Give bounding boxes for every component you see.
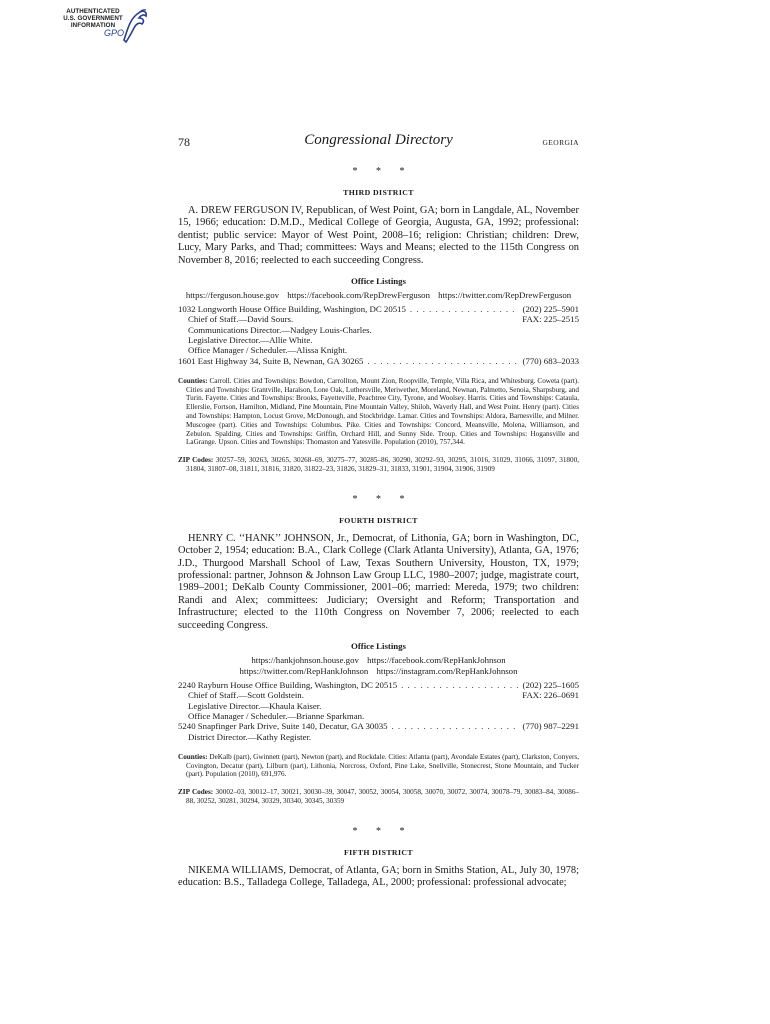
zip-text: 30257–59, 30263, 30265, 30268–69, 30275–77, 30285–86, 30290, 30292–93, 30295, 31016, 31029, 31066, 31097, 31800, 31804, 31807–08, 31811, 31816, 31820, 31822–23, 31826, 31829–31, 31833, 31901, 31904, 31906, 31909 — [186, 456, 580, 473]
staff-entry: Office Manager / Scheduler.—Brianne Sparkman. — [188, 710, 365, 721]
website-link[interactable]: https://hankjohnson.house.gov — [251, 655, 359, 666]
counties-text: Carroll. Cities and Townships: Bowdon, Carrollton, Mount Zion, Roopville, Temple, Villa Rica, and Whitesburg. Coweta (part). Cities and Townships: Grantville, Haralson, Lone Oak, Luthersville, Meriwether, Moreland, Newnan, Palmetto, Senoia, Sharpsburg, and Turin. Fayette. Cities and Townships: Brooks, Fayetteville, Peachtree City, Tyrone, and Woolsey. Harris. Cities and Townships: Cataula, Ellerslie, Fortson, Hamilton, Midland, Pine Mountain, Pine Mountain Valley, Shiloh, Waverly Hall, and West Point. Henry (part). Cities and Townships: Hampton, Locust Grove, McDonough, and Stockbridge. Lamar. Cities and Townships: Aldora, Barnesville, and Milner. Muscogee (part). Cities and Townships: Columbus. Pike. Cities and Townships: Concord, Meansville, Molena, Williamson, and Zebulon. Spalding. Cities and Townships: Griffin, Orchard Hill, and Sunny Side. Troup. Cities and Townships: Hogansville and LaGrange. Upson. Cities and Townships: Thomaston and Yatesville. Population (2010), 757,344. — [186, 376, 579, 447]
staff-line — [178, 701, 579, 711]
district-heading: THIRD DISTRICT — [343, 188, 414, 197]
office-phone: (202) 225–5901 — [522, 304, 579, 315]
twitter-link[interactable]: https://twitter.com/RepDrewFerguson — [438, 290, 572, 301]
leader-dots — [401, 680, 518, 690]
office-fax: FAX: 225–2515 — [522, 314, 579, 325]
gpo-authentication-badge — [60, 6, 150, 50]
directory-page — [178, 132, 579, 890]
staff-line — [178, 690, 579, 700]
staff-line — [178, 732, 579, 742]
staff-line — [178, 325, 579, 335]
badge-text — [60, 8, 126, 29]
office-listings-heading: Office Listings — [351, 641, 406, 652]
facebook-link[interactable]: https://facebook.com/RepHankJohnson — [367, 655, 506, 666]
badge-line: INFORMATION — [70, 22, 116, 29]
section-separator: * * * — [352, 825, 413, 837]
office-list — [178, 304, 579, 366]
staff-line — [178, 314, 579, 324]
page-number: 78 — [178, 135, 190, 149]
counties-paragraph — [178, 753, 579, 779]
staff-entry: District Director.—Kathy Register. — [188, 731, 312, 742]
staff-line — [178, 345, 579, 355]
instagram-link[interactable]: https://instagram.com/RepHankJohnson — [376, 666, 518, 677]
zip-paragraph — [178, 788, 579, 806]
office-row — [178, 304, 579, 314]
office-phone: (770) 683–2033 — [522, 355, 579, 366]
zip-text: 30002–03, 30012–17, 30021, 30030–39, 30047, 30052, 30054, 30058, 30070, 30072, 30074, 30078–79, 30083–84, 30086–88, 30252, 30281, 30294, 30329, 30340, 30345, 30359 — [186, 788, 580, 805]
staff-entry: Chief of Staff.—David Sours. — [188, 314, 294, 325]
website-link[interactable]: https://ferguson.house.gov — [185, 290, 279, 301]
zip-label: ZIP Codes: — [178, 788, 214, 797]
state-label: GEORGIA — [542, 138, 579, 147]
counties-label: Counties: — [178, 752, 208, 761]
zip-label: ZIP Codes: — [178, 456, 214, 465]
office-row — [178, 721, 579, 731]
page-title: Congressional Directory — [304, 132, 453, 148]
staff-entry: Chief of Staff.—Scott Goldstein. — [188, 690, 304, 701]
staff-entry: Legislative Director.—Khaula Kaiser. — [188, 700, 322, 711]
leader-dots — [410, 304, 519, 314]
page-header — [178, 132, 579, 152]
counties-label: Counties: — [178, 376, 208, 385]
zip-paragraph — [178, 456, 579, 474]
district-heading: FIFTH DISTRICT — [343, 847, 414, 857]
web-links — [178, 290, 579, 301]
badge-line: AUTHENTICATED — [66, 8, 120, 15]
badge-line: U.S. GOVERNMENT — [63, 15, 123, 22]
gpo-label: GPO — [104, 28, 125, 38]
staff-entry: Legislative Director.—Allie White. — [188, 334, 313, 345]
section-separator: * * * — [352, 166, 413, 177]
eagle-icon — [120, 6, 150, 46]
office-address: 5240 Snapfinger Park Drive, Suite 140, Decatur, GA 30035 — [178, 721, 388, 732]
staff-entry: Office Manager / Scheduler.—Alissa Knight. — [188, 345, 348, 356]
twitter-link[interactable]: https://twitter.com/RepHankJohnson — [239, 666, 369, 677]
office-phone: (202) 225–1605 — [522, 680, 579, 691]
member-bio: HENRY C. ‘‘HANK’’ JOHNSON, Jr., Democrat, of Lithonia, GA; born in Washington, DC, October 2, 1954; education: B.A., Clark College (Clark Atlanta University), Atlanta, GA, 1976; J.D., Thurgood Marshall School of Law, Texas Southern University, Houston, TX, 1979; professional: partner, Johnson & Johnson Law Group LLC, 1980–2007; judge, magistrate court, 1989–2001; DeKalb County Commissioner, 2001–06; married: Mereda, 1979; two children: Randi and Alex; committees: Judiciary; Oversight and Reform; Transportation and Infrastructure; elected to the 110th Congress on November 7, 2006; reelected to each succeeding Congress. — [178, 532, 579, 631]
web-links — [178, 655, 579, 677]
leader-dots — [367, 356, 518, 366]
office-fax: FAX: 226–0691 — [522, 690, 579, 701]
leader-dots — [392, 721, 519, 731]
office-address: 1032 Longworth House Office Building, Washington, DC 20515 — [178, 304, 406, 315]
facebook-link[interactable]: https://facebook.com/RepDrewFerguson — [287, 290, 430, 301]
office-list — [178, 680, 579, 742]
counties-paragraph — [178, 377, 579, 447]
staff-line — [178, 335, 579, 345]
member-bio: NIKEMA WILLIAMS, Democrat, of Atlanta, GA; born in Smiths Station, AL, July 30, 1978; education: B.S., Talladega College, Talladega, AL, 2000; professional: professional advocate; — [178, 864, 579, 889]
counties-text: DeKalb (part), Gwinnett (part), Newton (part), and Rockdale. Cities: Atlanta (part), Avondale Estates (part), Clarkston, Conyers, Covington, Decatur (part), Lilburn (part), Lithonia, Norcross, Oxford, Pine Lake, Snellville, Stonecrest, Stone Mountain, and Tucker (part). Population (2010), 691,976. — [186, 752, 579, 779]
office-address: 2240 Rayburn House Office Building, Washington, DC 20515 — [178, 680, 398, 691]
office-row — [178, 356, 579, 366]
staff-line — [178, 711, 579, 721]
staff-entry: Communications Director.—Nadgey Louis-Charles. — [188, 324, 372, 335]
office-listings-heading: Office Listings — [351, 276, 406, 287]
member-bio: A. DREW FERGUSON IV, Republican, of West Point, GA; born in Langdale, AL, November 15, 1966; education: D.M.D., Medical College of Georgia, Augusta, GA, 1992; professional: dentist; public service: Mayor of West Point, 2008–16; religion: Christian; children: Drew, Lucy, Mary Parks, and Thad; committees: Ways and Means; elected to the 115th Congress on November 8, 2016; reelected to each succeeding Congress. — [178, 205, 579, 266]
office-phone: (770) 987–2291 — [522, 721, 579, 732]
office-address: 1601 East Highway 34, Suite B, Newnan, GA 30265 — [178, 355, 364, 366]
district-heading: FOURTH DISTRICT — [339, 515, 418, 525]
office-row — [178, 680, 579, 690]
section-separator: * * * — [352, 493, 413, 505]
